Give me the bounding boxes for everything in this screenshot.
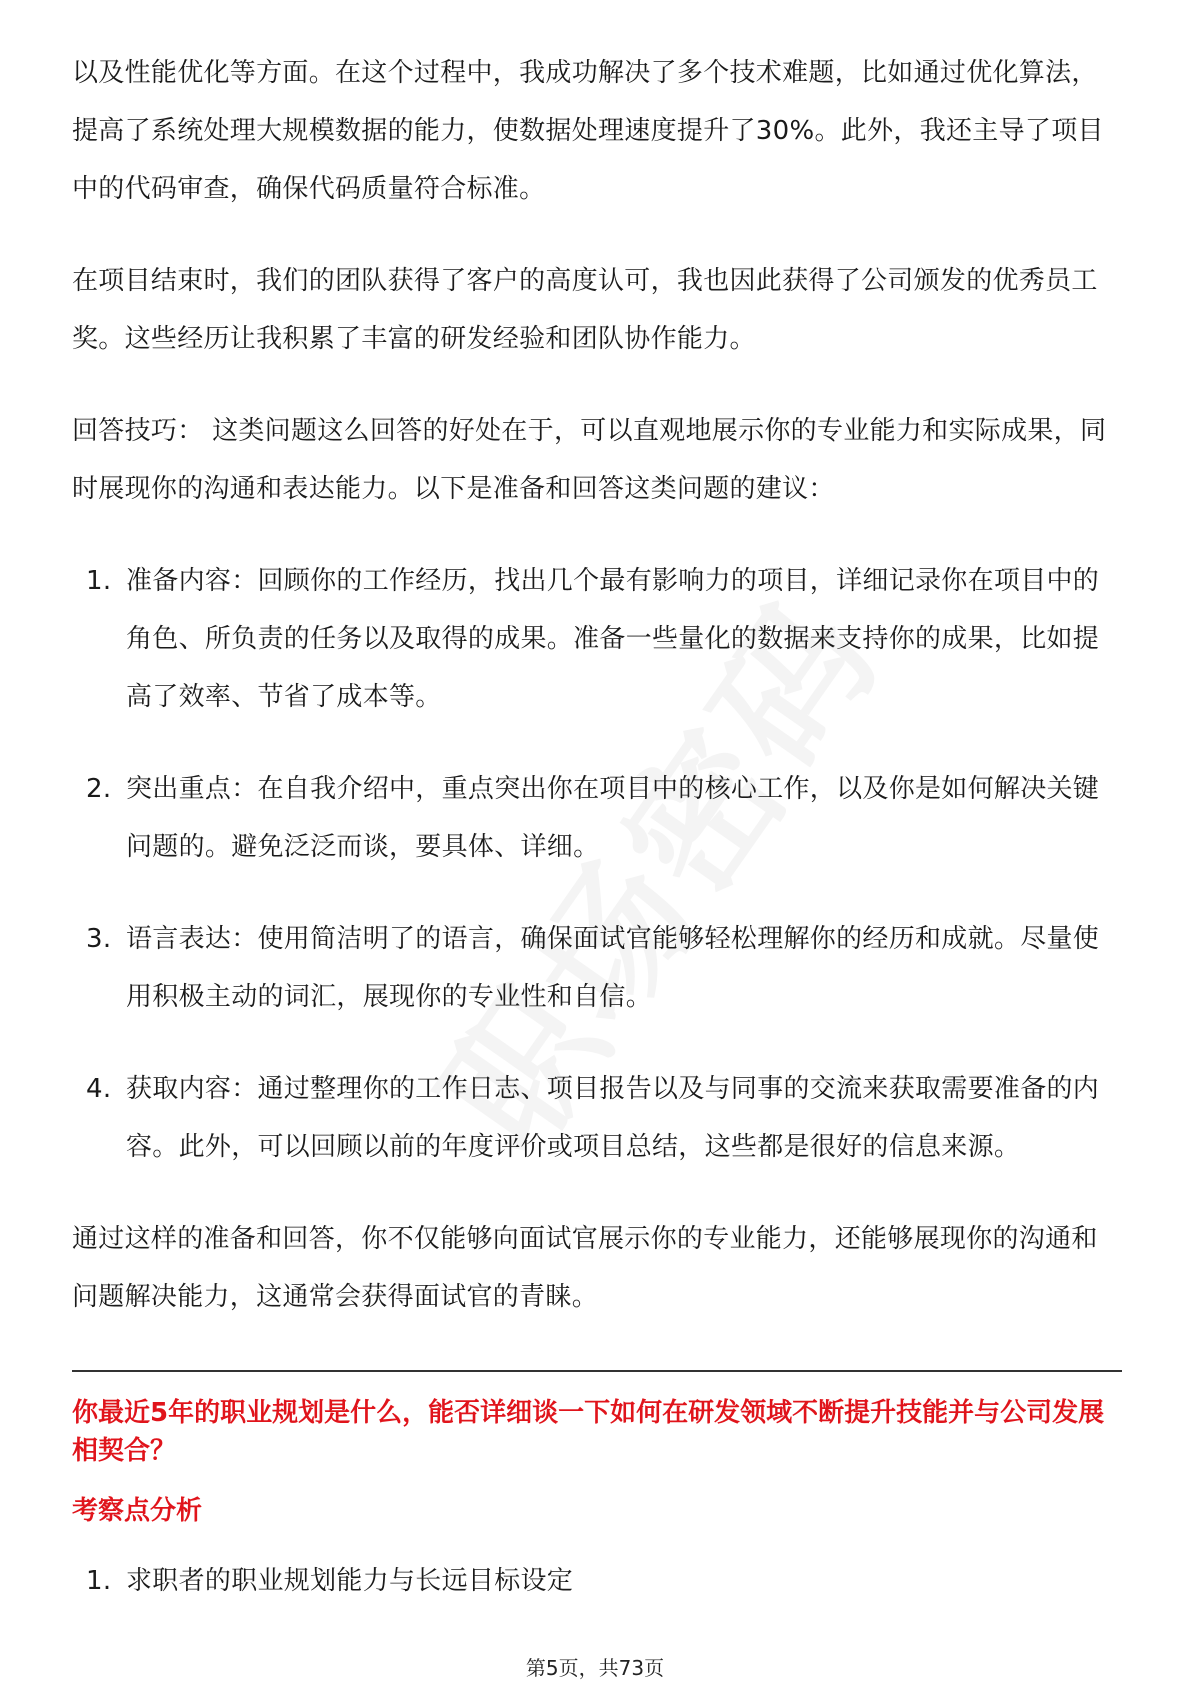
list-item: 1. 准备内容：回顾你的工作经历，找出几个最有影响力的项目，详细记录你在项目中的角色、所负责的任务以及取得的成果。准备一些量化的数据来支持你的成果，比如提高了效率、节省了成本等。 (86, 566, 1100, 712)
answer-tips-paragraph: 回答技巧： 这类问题这么回答的好处在于，可以直观地展示你的专业能力和实际成果，同时展现你的沟通和表达能力。以下是准备和回答这类问题的建议： (72, 416, 1107, 504)
page-footer: 第5页，共73页 (525, 1656, 665, 1680)
page-content (72, 44, 1122, 1610)
question-heading: 你最近5年的职业规划是什么，能否详细谈一下如何在研发领域不断提升技能并与公司发展相契合？ (72, 1398, 1105, 1466)
analysis-heading: 考察点分析 (72, 1496, 203, 1526)
list-item: 1. 求职者的职业规划能力与长远目标设定 (86, 1566, 574, 1596)
list-item: 4. 获取内容：通过整理你的工作日志、项目报告以及与同事的交流来获取需要准备的内容。此外，可以回顾以前的年度评价或项目总结，这些都是很好的信息来源。 (86, 1074, 1100, 1162)
analysis-list (72, 1552, 1122, 1610)
paragraph: 在项目结束时，我们的团队获得了客户的高度认可，我也因此获得了公司颁发的优秀员工奖。这些经历让我积累了丰富的研发经验和团队协作能力。 (72, 266, 1098, 354)
list-item: 2. 突出重点：在自我介绍中，重点突出你在项目中的核心工作，以及你是如何解决关键问题的。避免泛泛而谈，要具体、详细。 (86, 774, 1100, 862)
list-item: 3. 语言表达：使用简洁明了的语言，确保面试官能够轻松理解你的经历和成就。尽量使用积极主动的词汇，展现你的专业性和自信。 (86, 924, 1100, 1012)
closing-paragraph: 通过这样的准备和回答，你不仅能够向面试官展示你的专业能力，还能够展现你的沟通和问题解决能力，这通常会获得面试官的青睐。 (72, 1224, 1098, 1312)
paragraph: 以及性能优化等方面。在这个过程中，我成功解决了多个技术难题，比如通过优化算法，提高了系统处理大规模数据的能力，使数据处理速度提升了30%。此外，我还主导了项目中的代码审查，确保代码质量符合标准。 (72, 58, 1104, 204)
tips-list (72, 552, 1122, 1176)
